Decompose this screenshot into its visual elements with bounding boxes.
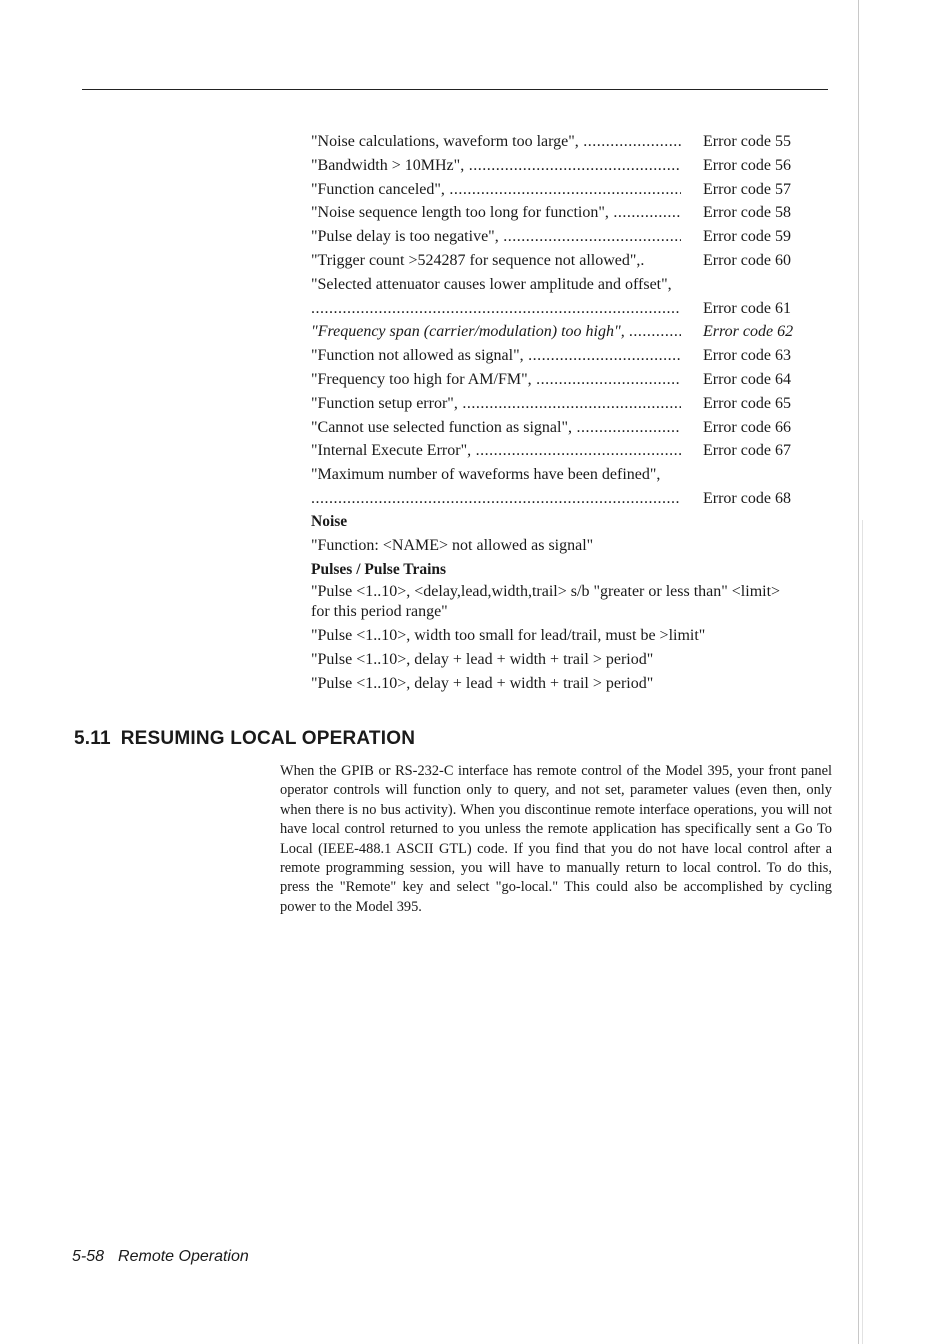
error-message: "Selected attenuator causes lower amplitude and offset",: [311, 275, 672, 293]
error-message: "Trigger count >524287 for sequence not allowed",.: [311, 251, 645, 269]
error-code: Error code 57: [703, 180, 791, 198]
pulse-message: "Pulse <1..10>, <delay,lead,width,trail> s/b "greater or less than" <limit> for this period range": [311, 583, 781, 620]
error-row: [311, 463, 811, 487]
noise-message: "Function: <NAME> not allowed as signal": [311, 537, 594, 554]
error-message: [311, 297, 681, 321]
chapter-name: Remote Operation: [118, 1248, 249, 1265]
error-code: Error code 62: [703, 323, 794, 341]
error-code: Error code 65: [703, 394, 791, 412]
error-row: [311, 273, 811, 297]
page-edge-line-faint: [862, 520, 863, 1344]
error-row: [311, 154, 811, 178]
error-row: [311, 320, 811, 344]
error-code: Error code 64: [703, 370, 791, 388]
error-code-list: [311, 130, 811, 511]
error-code: Error code 66: [703, 418, 791, 436]
error-code: Error code 56: [703, 156, 791, 174]
section-title: RESUMING LOCAL OPERATION: [120, 728, 416, 749]
error-message: [311, 487, 681, 511]
error-code: Error code 67: [703, 442, 791, 460]
error-row: [311, 201, 811, 225]
error-code: Error code 55: [703, 133, 791, 150]
error-message: "Noise calculations, waveform too large", .....: [311, 130, 681, 154]
error-row: [311, 368, 811, 392]
error-message: "Function setup error", .....: [311, 392, 681, 416]
error-row: [311, 416, 811, 440]
error-message: "Function canceled", .....: [311, 178, 681, 202]
section-number: 5.11: [74, 728, 111, 749]
error-message: "Function not allowed as signal", .....: [311, 344, 681, 368]
error-row: [311, 392, 811, 416]
pulse-message: "Pulse <1..10>, delay + lead + width + trail > period": [311, 651, 654, 668]
noise-heading: Noise: [311, 513, 348, 530]
error-row: [311, 249, 811, 273]
header-rule: [82, 89, 828, 90]
section-body: When the GPIB or RS-232-C interface has remote control of the Model 395, your front panel operator controls will function only to query, and not set, parameter values (even then, only when there is no bus activity). When you discontinue remote interface operations, you will not have local control returned to you unless the remote application has specifically sent a Go To Local (IEEE-488.1 ASCII GTL) code. If you find that you do not have local control after a remote programming session, you will have to manually return to local control. To do this, press the "Remote" key and select "go-local." This could also be accomplished by cycling power to the Model 395.: [280, 763, 832, 915]
error-message: "Noise sequence length too long for function", .....: [311, 201, 681, 225]
error-message: "Bandwidth > 10MHz", .....: [311, 154, 681, 178]
error-row: [311, 225, 811, 249]
error-code: Error code 68: [703, 489, 791, 507]
page-edge-line: [858, 0, 859, 1344]
error-message: "Cannot use selected function as signal", .....: [311, 416, 681, 440]
error-code: Error code 58: [703, 204, 791, 222]
page-number: 5-58: [72, 1248, 105, 1265]
error-row: [311, 130, 811, 154]
section-heading: [74, 728, 415, 750]
error-message: "Internal Execute Error", .....: [311, 439, 681, 463]
page-footer: [72, 1248, 249, 1266]
error-row: [311, 344, 811, 368]
pulse-message: "Pulse <1..10>, delay + lead + width + trail > period": [311, 675, 654, 692]
error-code: Error code 59: [703, 228, 791, 246]
error-code: Error code 61: [703, 299, 791, 317]
pulse-message: "Pulse <1..10>, width too small for lead/trail, must be >limit": [311, 627, 706, 644]
pulses-heading: Pulses / Pulse Trains: [311, 561, 447, 578]
error-message: "Frequency too high for AM/FM", .....: [311, 368, 681, 392]
error-message: "Frequency span (carrier/modulation) too high", .....: [311, 320, 681, 344]
error-message: "Pulse delay is too negative", .....: [311, 225, 681, 249]
error-row: [311, 297, 811, 321]
error-message: "Maximum number of waveforms have been defined",: [311, 466, 661, 484]
error-row: [311, 439, 811, 463]
error-code: Error code 60: [703, 251, 791, 269]
error-code: Error code 63: [703, 347, 791, 365]
error-row: [311, 487, 811, 511]
error-row: [311, 178, 811, 202]
